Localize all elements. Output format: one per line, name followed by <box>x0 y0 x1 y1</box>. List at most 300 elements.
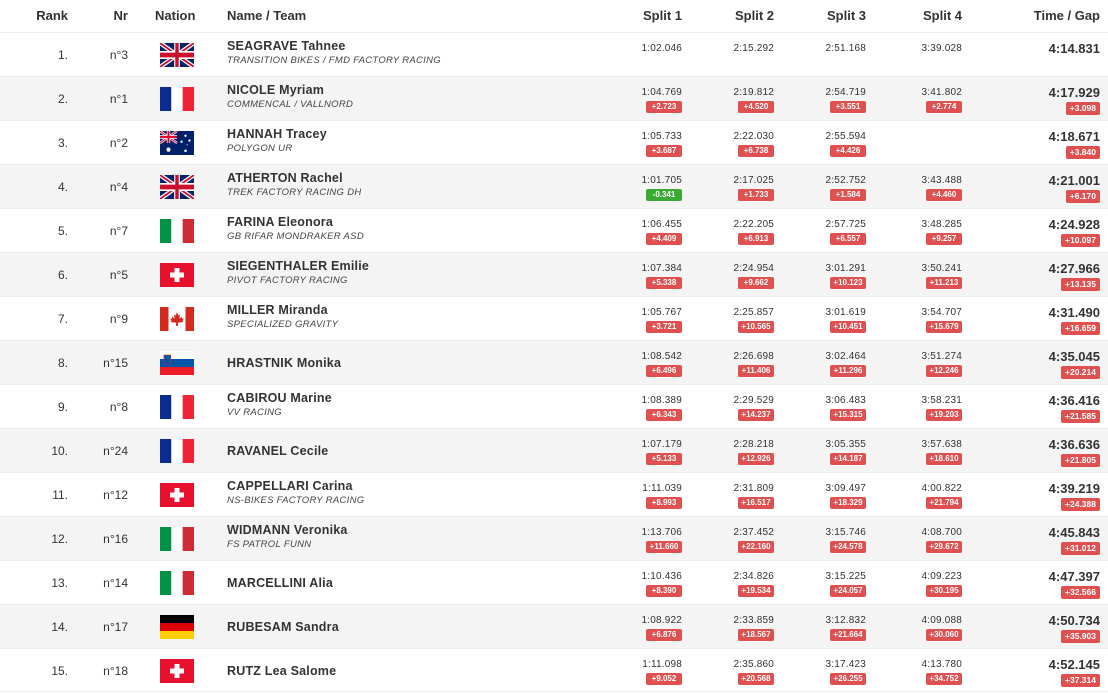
split-gap-badge: +24.578 <box>830 541 866 553</box>
split-time: 3:57.638 <box>921 439 962 450</box>
split-time: 1:05.767 <box>641 307 682 318</box>
split-gap-badge: +14.187 <box>830 453 866 465</box>
total-time: 4:17.929 <box>1048 85 1100 100</box>
gb-flag <box>160 175 194 199</box>
split-gap-badge: -0.341 <box>646 189 682 201</box>
split-gap-badge: +12.926 <box>738 453 774 465</box>
total-gap-badge: +37.314 <box>1061 674 1100 687</box>
split-time: 3:50.241 <box>921 263 962 274</box>
rank-cell: 12. <box>51 532 68 546</box>
split-4-cell <box>876 33 962 77</box>
table-body <box>0 32 1108 692</box>
team-name: COMMENCAL / VALLNORD <box>227 99 354 110</box>
split-4-cell <box>876 209 962 253</box>
time-gap-cell <box>1000 473 1100 517</box>
split-time: 4:09.088 <box>921 615 962 626</box>
table-row[interactable] <box>0 340 1108 384</box>
table-row[interactable] <box>0 604 1108 648</box>
split-time: 1:08.922 <box>641 615 682 626</box>
time-gap-cell <box>1000 385 1100 429</box>
rank-cell: 10. <box>51 444 68 458</box>
ch-flag <box>160 483 194 507</box>
total-time: 4:27.966 <box>1048 261 1100 276</box>
time-gap-cell <box>1000 165 1100 209</box>
split-time: 3:01.619 <box>825 307 866 318</box>
split-3-cell <box>780 165 866 209</box>
split-2-cell <box>688 473 774 517</box>
split-time: 4:09.223 <box>921 571 962 582</box>
split-3-cell <box>780 209 866 253</box>
split-gap-badge: +11.213 <box>926 277 962 289</box>
split-1-cell <box>596 473 682 517</box>
rider-name[interactable]: WIDMANN Veronika <box>227 523 348 537</box>
time-gap-cell <box>1000 341 1100 385</box>
header-split-3[interactable]: Split 3 <box>826 8 866 23</box>
split-2-cell <box>688 33 774 77</box>
split-time: 3:15.225 <box>825 571 866 582</box>
team-name: PIVOT FACTORY RACING <box>227 275 348 286</box>
total-gap-badge: +16.659 <box>1061 322 1100 335</box>
split-gap-badge: +11.406 <box>738 365 774 377</box>
total-gap-badge: +31.012 <box>1061 542 1100 555</box>
split-time: 2:22.030 <box>733 131 774 142</box>
total-gap-badge: +10.097 <box>1061 234 1100 247</box>
split-2-cell <box>688 341 774 385</box>
team-name: NS-BIKES FACTORY RACING <box>227 495 365 506</box>
bib-number: n°16 <box>103 532 128 546</box>
team-name: TREK FACTORY RACING DH <box>227 187 362 198</box>
split-time: 2:54.719 <box>825 87 866 98</box>
header-split-1[interactable]: Split 1 <box>642 8 682 23</box>
split-1-cell <box>596 341 682 385</box>
table-row[interactable] <box>0 648 1108 692</box>
split-gap-badge: +5.338 <box>646 277 682 289</box>
split-1-cell <box>596 649 682 693</box>
split-2-cell <box>688 429 774 473</box>
fr-flag <box>160 87 194 111</box>
header-split-2[interactable]: Split 2 <box>734 8 774 23</box>
bib-number: n°1 <box>109 92 128 106</box>
total-gap-badge: +6.170 <box>1066 190 1100 203</box>
split-time: 3:05.355 <box>825 439 866 450</box>
split-gap-badge: +9.662 <box>738 277 774 289</box>
table-row[interactable] <box>0 76 1108 120</box>
split-gap-badge: +19.534 <box>738 585 774 597</box>
split-gap-badge: +5.133 <box>646 453 682 465</box>
ch-flag <box>160 263 194 287</box>
table-row[interactable] <box>0 120 1108 164</box>
name-team-cell <box>227 253 607 297</box>
team-name: POLYGON UR <box>227 143 293 154</box>
rider-name[interactable]: RAVANEL Cecile <box>227 444 329 458</box>
split-time: 3:54.707 <box>921 307 962 318</box>
split-time: 3:39.028 <box>921 43 962 54</box>
bib-number: n°12 <box>103 488 128 502</box>
rider-name[interactable]: CAPPELLARI Carina <box>227 479 353 493</box>
split-4-cell <box>876 473 962 517</box>
split-gap-badge: +18.610 <box>926 453 962 465</box>
split-time: 2:17.025 <box>733 175 774 186</box>
rider-name[interactable]: CABIROU Marine <box>227 391 332 405</box>
split-gap-badge: +15.679 <box>926 321 962 333</box>
split-time: 2:22.205 <box>733 219 774 230</box>
rider-name[interactable]: ATHERTON Rachel <box>227 171 343 185</box>
split-gap-badge: +9.052 <box>646 673 682 685</box>
split-3-cell <box>780 253 866 297</box>
total-time: 4:21.001 <box>1048 173 1100 188</box>
split-gap-badge: +9.257 <box>926 233 962 245</box>
table-row[interactable] <box>0 252 1108 296</box>
team-name: VV RACING <box>227 407 282 418</box>
split-1-cell <box>596 121 682 165</box>
total-gap-badge: +20.214 <box>1061 366 1100 379</box>
split-3-cell <box>780 517 866 561</box>
split-2-cell <box>688 77 774 121</box>
bib-number: n°4 <box>109 180 128 194</box>
split-gap-badge: +19.203 <box>926 409 962 421</box>
bib-number: n°9 <box>109 312 128 326</box>
header-nr[interactable]: Nr <box>113 8 128 23</box>
team-name: FS PATROL FUNN <box>227 539 312 550</box>
split-4-cell <box>876 517 962 561</box>
name-team-cell <box>227 77 607 121</box>
split-time: 1:08.389 <box>641 395 682 406</box>
bib-number: n°15 <box>103 356 128 370</box>
rider-name[interactable]: SEAGRAVE Tahnee <box>227 39 346 53</box>
team-name: SPECIALIZED GRAVITY <box>227 319 339 330</box>
split-3-cell <box>780 77 866 121</box>
split-3-cell <box>780 429 866 473</box>
split-4-cell <box>876 385 962 429</box>
split-gap-badge: +2.723 <box>646 101 682 113</box>
table-header <box>0 0 1108 32</box>
split-4-cell <box>876 121 962 165</box>
total-time: 4:52.145 <box>1048 657 1100 672</box>
split-gap-badge: +6.557 <box>830 233 866 245</box>
team-name: TRANSITION BIKES / FMD FACTORY RACING <box>227 55 441 66</box>
split-4-cell <box>876 165 962 209</box>
total-gap-badge: +21.585 <box>1061 410 1100 423</box>
split-time: 2:25.857 <box>733 307 774 318</box>
split-4-cell <box>876 341 962 385</box>
fr-flag <box>160 395 194 419</box>
split-gap-badge: +26.255 <box>830 673 866 685</box>
split-time: 3:01.291 <box>825 263 866 274</box>
rider-name[interactable]: HRASTNIK Monika <box>227 356 342 370</box>
total-time: 4:39.219 <box>1048 481 1100 496</box>
rank-cell: 15. <box>51 664 68 678</box>
name-team-cell <box>227 649 607 693</box>
time-gap-cell <box>1000 297 1100 341</box>
split-gap-badge: +20.568 <box>738 673 774 685</box>
total-time: 4:47.397 <box>1048 569 1100 584</box>
rank-cell: 5. <box>57 224 68 238</box>
total-time: 4:35.045 <box>1048 349 1100 364</box>
split-time: 3:12.832 <box>825 615 866 626</box>
rank-cell: 7. <box>57 312 68 326</box>
split-3-cell <box>780 473 866 517</box>
split-1-cell <box>596 385 682 429</box>
ca-flag <box>160 307 194 331</box>
table-row[interactable] <box>0 560 1108 604</box>
split-gap-badge: +11.296 <box>830 365 866 377</box>
name-team-cell <box>227 165 607 209</box>
split-1-cell <box>596 77 682 121</box>
split-time: 1:13.706 <box>641 527 682 538</box>
table-row[interactable] <box>0 208 1108 252</box>
split-1-cell <box>596 429 682 473</box>
total-time: 4:14.831 <box>1048 41 1100 56</box>
split-gap-badge: +30.060 <box>926 629 962 641</box>
rider-name[interactable]: SIEGENTHALER Emilie <box>227 259 370 273</box>
bib-number: n°2 <box>109 136 128 150</box>
rider-name[interactable]: MARCELLINI Alia <box>227 576 334 590</box>
split-1-cell <box>596 561 682 605</box>
split-gap-badge: +8.993 <box>646 497 682 509</box>
split-time: 2:19.812 <box>733 87 774 98</box>
split-time: 3:15.746 <box>825 527 866 538</box>
rank-cell: 8. <box>57 356 68 370</box>
split-time: 2:15.292 <box>733 43 774 54</box>
split-2-cell <box>688 649 774 693</box>
time-gap-cell <box>1000 33 1100 77</box>
name-team-cell <box>227 341 607 385</box>
split-4-cell <box>876 649 962 693</box>
split-time: 3:51.274 <box>921 351 962 362</box>
name-team-cell <box>227 517 607 561</box>
name-team-cell <box>227 121 607 165</box>
split-4-cell <box>876 297 962 341</box>
split-time: 2:55.594 <box>825 131 866 142</box>
bib-number: n°18 <box>103 664 128 678</box>
split-2-cell <box>688 561 774 605</box>
bib-number: n°5 <box>109 268 128 282</box>
split-time: 1:06.455 <box>641 219 682 230</box>
table-row[interactable] <box>0 472 1108 516</box>
split-3-cell <box>780 561 866 605</box>
split-time: 3:02.464 <box>825 351 866 362</box>
split-time: 1:08.542 <box>641 351 682 362</box>
split-gap-badge: +14.237 <box>738 409 774 421</box>
si-flag <box>160 351 194 375</box>
split-gap-badge: +4.426 <box>830 145 866 157</box>
split-time: 2:37.452 <box>733 527 774 538</box>
split-time: 2:31.809 <box>733 483 774 494</box>
split-time: 2:24.954 <box>733 263 774 274</box>
ch-flag <box>160 659 194 683</box>
header-time-gap[interactable]: Time / Gap <box>1033 8 1100 23</box>
rider-name[interactable]: RUTZ Lea Salome <box>227 664 337 678</box>
total-gap-badge: +3.840 <box>1066 146 1100 159</box>
rank-cell: 2. <box>57 92 68 106</box>
rank-cell: 13. <box>51 576 68 590</box>
split-time: 2:29.529 <box>733 395 774 406</box>
split-time: 3:41.802 <box>921 87 962 98</box>
total-time: 4:18.671 <box>1048 129 1100 144</box>
split-time: 3:17.423 <box>825 659 866 670</box>
rank-cell: 1. <box>57 48 68 62</box>
total-time: 4:31.490 <box>1048 305 1100 320</box>
split-2-cell <box>688 121 774 165</box>
total-gap-badge: +35.903 <box>1061 630 1100 643</box>
header-rank[interactable]: Rank <box>36 8 68 23</box>
split-3-cell <box>780 605 866 649</box>
split-gap-badge: +6.343 <box>646 409 682 421</box>
split-time: 1:05.733 <box>641 131 682 142</box>
split-gap-badge: +4.409 <box>646 233 682 245</box>
total-time: 4:36.636 <box>1048 437 1100 452</box>
fr-flag <box>160 439 194 463</box>
split-3-cell <box>780 385 866 429</box>
split-gap-badge: +12.246 <box>926 365 962 377</box>
total-gap-badge: +24.388 <box>1061 498 1100 511</box>
split-2-cell <box>688 165 774 209</box>
split-gap-badge: +4.460 <box>926 189 962 201</box>
header-split-4[interactable]: Split 4 <box>922 8 962 23</box>
table-row[interactable] <box>0 384 1108 428</box>
split-time: 2:57.725 <box>825 219 866 230</box>
time-gap-cell <box>1000 253 1100 297</box>
total-gap-badge: +32.566 <box>1061 586 1100 599</box>
split-gap-badge: +3.687 <box>646 145 682 157</box>
split-gap-badge: +1.584 <box>830 189 866 201</box>
split-time: 1:04.769 <box>641 87 682 98</box>
rank-cell: 11. <box>52 488 68 502</box>
total-gap-badge: +21.805 <box>1061 454 1100 467</box>
rank-cell: 4. <box>57 180 68 194</box>
split-2-cell <box>688 385 774 429</box>
name-team-cell <box>227 209 607 253</box>
split-gap-badge: +11.660 <box>646 541 682 553</box>
split-gap-badge: +3.551 <box>830 101 866 113</box>
time-gap-cell <box>1000 429 1100 473</box>
split-4-cell <box>876 429 962 473</box>
split-1-cell <box>596 297 682 341</box>
total-time: 4:50.734 <box>1048 613 1100 628</box>
split-time: 4:08.700 <box>921 527 962 538</box>
split-gap-badge: +10.451 <box>830 321 866 333</box>
split-time: 4:13.780 <box>921 659 962 670</box>
split-time: 4:00.822 <box>921 483 962 494</box>
rider-name[interactable]: HANNAH Tracey <box>227 127 327 141</box>
split-2-cell <box>688 297 774 341</box>
split-2-cell <box>688 253 774 297</box>
time-gap-cell <box>1000 209 1100 253</box>
split-time: 2:35.860 <box>733 659 774 670</box>
split-2-cell <box>688 605 774 649</box>
split-gap-badge: +10.565 <box>738 321 774 333</box>
split-gap-badge: +22.160 <box>738 541 774 553</box>
split-time: 3:09.497 <box>825 483 866 494</box>
split-time: 2:52.752 <box>825 175 866 186</box>
name-team-cell <box>227 429 607 473</box>
split-3-cell <box>780 341 866 385</box>
name-team-cell <box>227 297 607 341</box>
split-4-cell <box>876 77 962 121</box>
header-name-team[interactable]: Name / Team <box>227 8 307 23</box>
de-flag <box>160 615 194 639</box>
split-gap-badge: +6.876 <box>646 629 682 641</box>
split-gap-badge: +15.315 <box>830 409 866 421</box>
split-3-cell <box>780 649 866 693</box>
bib-number: n°8 <box>109 400 128 414</box>
rider-name[interactable]: NICOLE Myriam <box>227 83 325 97</box>
table-row[interactable] <box>0 164 1108 208</box>
split-gap-badge: +16.517 <box>738 497 774 509</box>
split-gap-badge: +34.752 <box>926 673 962 685</box>
split-gap-badge: +1.733 <box>738 189 774 201</box>
name-team-cell <box>227 605 607 649</box>
split-gap-badge: +29.672 <box>926 541 962 553</box>
time-gap-cell <box>1000 605 1100 649</box>
total-time: 4:24.928 <box>1048 217 1100 232</box>
table-row[interactable] <box>0 32 1108 76</box>
bib-number: n°3 <box>109 48 128 62</box>
header-nation[interactable]: Nation <box>155 8 196 23</box>
table-row[interactable] <box>0 296 1108 340</box>
split-gap-badge: +21.794 <box>926 497 962 509</box>
split-3-cell <box>780 121 866 165</box>
split-gap-badge: +10.123 <box>830 277 866 289</box>
rank-cell: 3. <box>57 136 68 150</box>
time-gap-cell <box>1000 77 1100 121</box>
split-time: 3:43.488 <box>921 175 962 186</box>
split-1-cell <box>596 209 682 253</box>
rider-name[interactable]: MILLER Miranda <box>227 303 328 317</box>
time-gap-cell <box>1000 517 1100 561</box>
name-team-cell <box>227 385 607 429</box>
split-time: 1:11.039 <box>642 483 682 494</box>
it-flag <box>160 571 194 595</box>
split-1-cell <box>596 253 682 297</box>
gb-flag <box>160 43 194 67</box>
split-gap-badge: +6.738 <box>738 145 774 157</box>
total-gap-badge: +3.098 <box>1066 102 1100 115</box>
total-time: 4:36.416 <box>1048 393 1100 408</box>
split-time: 3:58.231 <box>921 395 962 406</box>
split-gap-badge: +8.390 <box>646 585 682 597</box>
split-time: 1:07.384 <box>641 263 682 274</box>
split-gap-badge: +4.520 <box>738 101 774 113</box>
split-time: 1:01.705 <box>641 175 682 186</box>
name-team-cell <box>227 473 607 517</box>
time-gap-cell <box>1000 121 1100 165</box>
it-flag <box>160 219 194 243</box>
team-name: GB RIFAR MONDRAKER ASD <box>227 231 364 242</box>
split-gap-badge: +30.195 <box>926 585 962 597</box>
split-4-cell <box>876 561 962 605</box>
split-1-cell <box>596 517 682 561</box>
table-row[interactable] <box>0 428 1108 472</box>
split-time: 2:34.826 <box>733 571 774 582</box>
split-time: 1:02.046 <box>641 43 682 54</box>
rank-cell: 14. <box>51 620 68 634</box>
split-time: 3:06.483 <box>825 395 866 406</box>
name-team-cell <box>227 33 607 77</box>
split-3-cell <box>780 33 866 77</box>
table-row[interactable] <box>0 516 1108 560</box>
split-1-cell <box>596 165 682 209</box>
bib-number: n°7 <box>109 224 128 238</box>
split-time: 2:28.218 <box>733 439 774 450</box>
total-gap-badge: +13.135 <box>1061 278 1100 291</box>
split-gap-badge: +21.664 <box>830 629 866 641</box>
split-gap-badge: +2.774 <box>926 101 962 113</box>
au-flag <box>160 131 194 155</box>
rider-name[interactable]: RUBESAM Sandra <box>227 620 339 634</box>
rider-name[interactable]: FARINA Eleonora <box>227 215 334 229</box>
split-gap-badge: +3.721 <box>646 321 682 333</box>
